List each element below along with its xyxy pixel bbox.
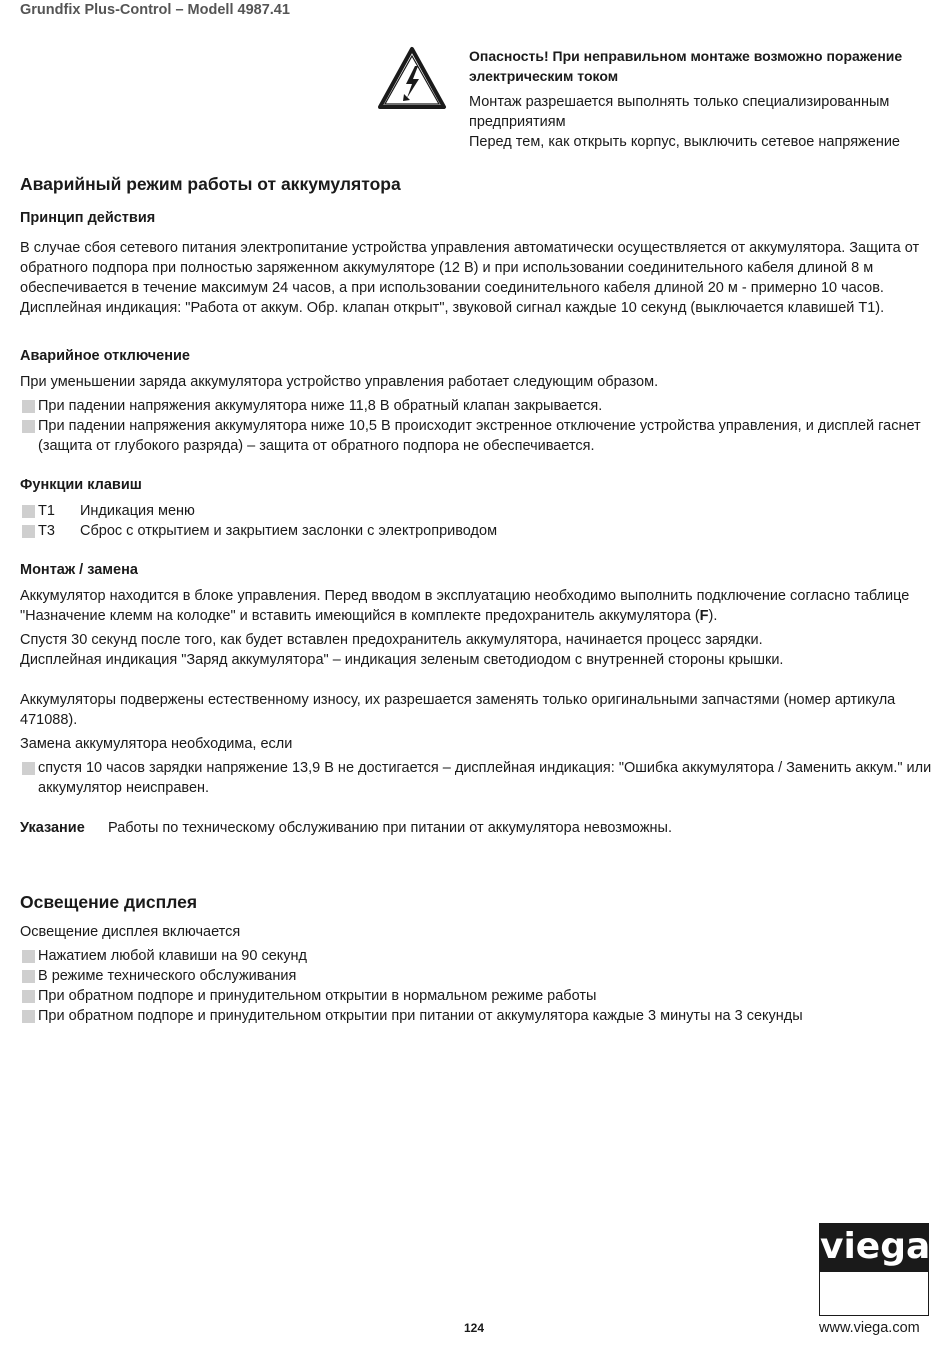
shutdown-list <box>20 396 935 456</box>
square-bullet-icon <box>22 525 35 538</box>
warning-title: Опасность! При неправильном монтаже возможно поражение электрическим током <box>469 48 903 84</box>
section-title-battery: Аварийный режим работы от аккумулятора <box>20 174 401 194</box>
warning-line: Перед тем, как открыть корпус, выключить сетевое напряжение <box>469 134 900 150</box>
replace-list <box>20 758 935 798</box>
subheading-shutdown: Аварийное отключение <box>20 348 190 364</box>
viega-logo-text: viega <box>820 1224 928 1272</box>
list-item: спустя 10 часов зарядки напряжение 13,9 В не достигается – дисплейная индикация: "Ошибка аккумулятора / Заменить аккум." или аккумулятор неисправен. <box>20 758 935 798</box>
key-desc: Сброс с открытием и закрытием заслонки с электроприводом <box>80 523 498 539</box>
subheading-keys: Функции клавиш <box>20 477 142 493</box>
list-item: При падении напряжения аккумулятора ниже 11,8 В обратный клапан закрывается. <box>20 396 935 416</box>
install-paragraph-1: Аккумулятор находится в блоке управления. Перед вводом в эксплуатацию необходимо выполнить подключение согласно таблице "Назначение клемм на колодке" и вставить имеющийся в комплекте предохранитель аккумулятора (F). <box>20 588 910 624</box>
document-header: Grundfix Plus-Control – Modell 4987.41 <box>20 2 290 18</box>
square-bullet-icon <box>22 1010 35 1023</box>
list-item: При обратном подпоре и принудительном открытии при питании от аккумулятора каждые 3 минуты на 3 секунды <box>20 1006 935 1026</box>
square-bullet-icon <box>22 990 35 1003</box>
square-bullet-icon <box>22 420 35 433</box>
note-label: Указание <box>20 820 85 836</box>
section-title-backlight: Освещение дисплея <box>20 892 198 912</box>
backlight-list <box>20 946 935 1026</box>
warning-line: Монтаж разрешается выполнять только специализированным предприятиям <box>469 94 890 130</box>
square-bullet-icon <box>22 970 35 983</box>
note <box>20 818 935 838</box>
install-paragraph-5: Замена аккумулятора необходима, если <box>20 736 293 752</box>
list-item: При обратном подпоре и принудительном открытии в нормальном режиме работы <box>20 986 935 1006</box>
key-desc: Индикация меню <box>80 503 195 519</box>
list-item: При падении напряжения аккумулятора ниже 10,5 В происходит экстренное отключение устройства управления, и дисплей гаснет (защита от глубокого разряда) – защита от обратного подпора не обеспечивается. <box>20 416 935 456</box>
subheading-install: Монтаж / замена <box>20 562 138 578</box>
fuse-reference: F <box>699 608 709 624</box>
note-text: Работы по техническому обслуживанию при питании от аккумулятора невозможны. <box>108 820 672 836</box>
square-bullet-icon <box>22 950 35 963</box>
page-number: 124 <box>464 1321 485 1335</box>
footer-url[interactable]: www.viega.com <box>819 1320 920 1336</box>
square-bullet-icon <box>22 505 35 518</box>
list-item: Нажатием любой клавиши на 90 секунд <box>20 946 935 966</box>
principle-display-text: Дисплейная индикация: "Работа от аккум. Обр. клапан открыт", звуковой сигнал каждые 10 секунд (выключается клавишей T1). <box>20 300 885 316</box>
high-voltage-warning-icon <box>377 46 447 110</box>
warning-block <box>469 46 939 152</box>
viega-logo <box>819 1223 929 1316</box>
install-paragraph-3: Дисплейная индикация "Заряд аккумулятора" – индикация зеленым светодиодом с внутренней стороны крышки. <box>20 652 784 668</box>
subheading-principle: Принцип действия <box>20 210 156 226</box>
install-paragraph-4: Аккумуляторы подвержены естественному износу, их разрешается заменять только оригинальными запчастями (номер артикула 471088). <box>20 692 896 728</box>
list-item: В режиме технического обслуживания <box>20 966 935 986</box>
square-bullet-icon <box>22 400 35 413</box>
principle-paragraph: В случае сбоя сетевого питания электропитание устройства управления автоматически осуществляется от аккумулятора. Защита от обратного подпора при полностью заряженном аккумуляторе (12 В) и при использовании соединительного кабеля длиной 8 м обеспечивается в течение максимум 24 часов, а при использовании соединительного кабеля длиной 20 м - примерно 10 часов. <box>20 240 920 296</box>
main-content <box>20 172 935 1026</box>
install-paragraph-2: Спустя 30 секунд после того, как будет вставлен предохранитель аккумулятора, начинается процесс зарядки. <box>20 632 763 648</box>
square-bullet-icon <box>22 762 35 775</box>
backlight-intro: Освещение дисплея включается <box>20 924 241 940</box>
key-row <box>20 501 935 521</box>
key-code: T3 <box>38 523 55 539</box>
key-row <box>20 521 935 541</box>
key-code: T1 <box>38 503 55 519</box>
shutdown-intro: При уменьшении заряда аккумулятора устройство управления работает следующим образом. <box>20 374 659 390</box>
